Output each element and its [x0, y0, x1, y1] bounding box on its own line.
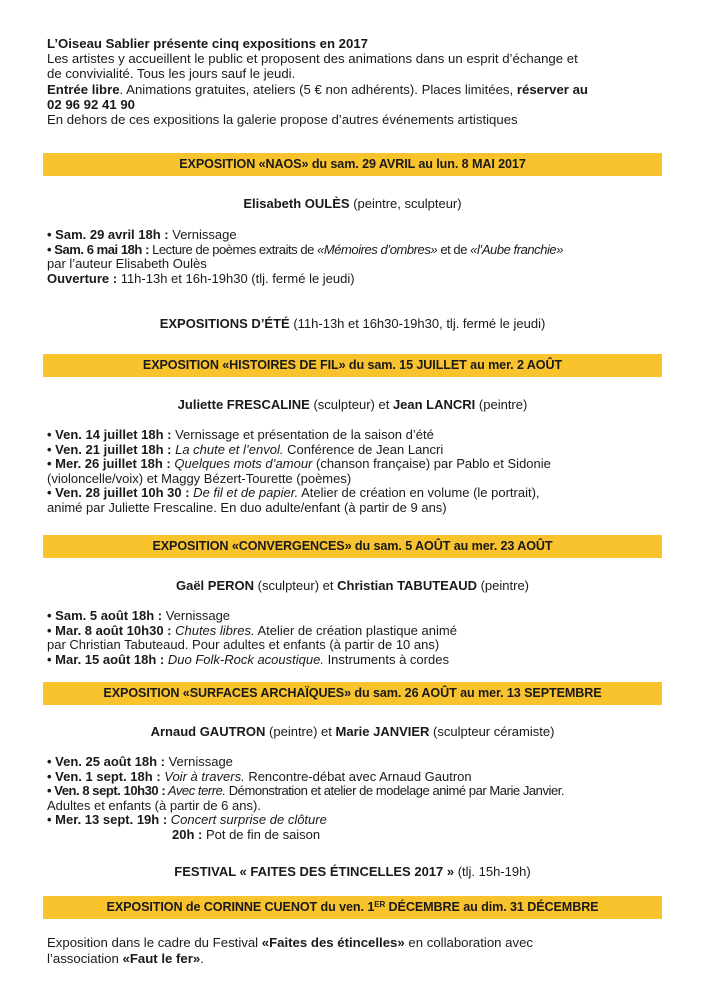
- artist-role: (peintre): [475, 397, 528, 412]
- surf-artists: [43, 724, 662, 739]
- naos-artists: [43, 196, 662, 211]
- event-text: Atelier de création en volume (le portrait),: [298, 485, 540, 501]
- intro-section: [47, 36, 677, 127]
- list-item-cont: [47, 472, 687, 487]
- event-text: (chanson française) par: [312, 456, 457, 472]
- footer-line: [47, 951, 677, 967]
- list-item: [47, 755, 687, 770]
- fil-events: [47, 428, 687, 516]
- event-title: Duo Folk-Rock acoustique.: [164, 651, 324, 667]
- entree-label: Entrée libre: [47, 81, 120, 97]
- event-text: par l’auteur: [47, 256, 116, 272]
- list-item-cont: Adultes et enfants (à partir de 6 ans).: [47, 797, 261, 813]
- event-name: Sidonie: [507, 456, 551, 472]
- conv-artists: [43, 578, 662, 593]
- event-date: • Mar. 8 août 10h30 :: [47, 622, 172, 638]
- event-date: • Ven. 1 sept. 18h :: [47, 768, 161, 784]
- event-text: .: [560, 783, 565, 799]
- artist-role: (sculpteur céramiste): [429, 724, 555, 739]
- artist-name: Christian TABUTEAUD: [337, 578, 477, 593]
- list-item-cont: [47, 638, 687, 653]
- artist-role: (peintre): [476, 578, 530, 593]
- list-item: [47, 443, 687, 458]
- list-item: [47, 428, 687, 443]
- artist-name: Marie JANVIER: [335, 724, 430, 739]
- intro-line: de convivialité. Tous les jours sauf le jeudi.: [47, 66, 296, 82]
- event-title: La chute et l’envol.: [171, 441, 284, 457]
- event-title: «l’Aube franchie»: [470, 241, 563, 257]
- event-text: . Pour adultes et enfants (à partir de 10 ans): [184, 637, 440, 653]
- footer-section: [47, 935, 677, 967]
- list-item: [47, 828, 687, 843]
- festival-name: «Faites des étincelles»: [261, 935, 405, 950]
- event-title: Quelques mots d’amour: [170, 456, 313, 472]
- event-text: par: [47, 637, 70, 653]
- ete-title: EXPOSITIONS D’ÉTÉ: [159, 316, 290, 331]
- list-item: [47, 457, 687, 472]
- event-text: Atelier de création plastique animé: [254, 622, 457, 638]
- event-name: Christian Tabuteaud: [69, 637, 185, 653]
- event-text: Pot de fin de saison: [202, 826, 321, 842]
- event-date: 20h :: [172, 826, 203, 842]
- event-text: Instruments à cordes: [323, 651, 449, 667]
- ete-heading: [43, 316, 662, 331]
- artist-name: Juliette FRESCALINE: [177, 397, 310, 412]
- event-date: • Sam. 5 août 18h :: [47, 608, 163, 623]
- event-text: Conférence de: [283, 441, 377, 457]
- event-title: De fil et de papier.: [189, 485, 299, 501]
- fil-artists: [43, 397, 662, 412]
- footer-text: en collaboration avec: [404, 935, 534, 950]
- event-date: • Sam. 6 mai 18h :: [47, 241, 149, 257]
- list-item: [47, 228, 687, 243]
- band-corinne-cuenot: [43, 896, 662, 919]
- intro-entree: [47, 82, 677, 97]
- artist-role: (peintre) et: [265, 724, 336, 739]
- artist-name: Elisabeth OULÈS: [243, 196, 350, 211]
- artist-name: Jean LANCRI: [392, 397, 476, 412]
- artist-role: (peintre, sculpteur): [349, 196, 462, 211]
- intro-line: En dehors de ces expositions la galerie propose d’autres événements artistiques: [47, 112, 518, 128]
- event-name: Juliette Frescaline: [108, 499, 214, 515]
- event-title: Avec terre.: [165, 783, 226, 799]
- event-text: et de: [437, 241, 471, 257]
- list-item: [47, 784, 687, 799]
- event-text: (poèmes): [292, 470, 352, 486]
- list-item: [47, 813, 687, 828]
- artist-name: Arnaud GAUTRON: [150, 724, 266, 739]
- event-text: Rencontre-débat avec: [244, 768, 380, 784]
- band-convergences: EXPOSITION «CONVERGENCES» du sam. 5 AOÛT au mer. 23 AOÛT: [43, 535, 662, 558]
- list-item-cont: [47, 501, 687, 516]
- surf-events: [47, 755, 687, 843]
- festival-title: FESTIVAL « FAITES DES ÉTINCELLES 2017 »: [174, 864, 455, 879]
- artist-role: (sculpteur) et: [254, 578, 338, 593]
- event-text: Vernissage et présentation de la saison d’été: [171, 427, 434, 442]
- artist-name: Gaël PERON: [175, 578, 255, 593]
- footer-text: .: [200, 951, 204, 966]
- event-date: • Sam. 29 avril 18h :: [47, 227, 169, 242]
- ouverture-text: 11h-13h et 16h-19h30 (tlj. fermé le jeudi): [117, 270, 355, 286]
- event-title: Voir à travers.: [160, 768, 245, 784]
- event-date: • Ven. 8 sept. 10h30 :: [47, 783, 166, 799]
- event-text: Vernissage: [164, 754, 233, 769]
- festival-hours: (tlj. 15h-19h): [454, 864, 531, 879]
- event-text: et: [489, 456, 508, 472]
- event-date: • Mer. 13 sept. 19h :: [47, 812, 168, 828]
- event-title: «Mémoires d’ombres»: [317, 241, 438, 257]
- phone-number: 02 96 92 41 90: [47, 96, 135, 112]
- event-text: Vernissage: [168, 227, 237, 242]
- footer-line: [47, 935, 677, 951]
- list-item: [47, 624, 687, 639]
- event-text: Lecture de poèmes extraits de: [148, 241, 318, 257]
- intro-line: Les artistes y accueillent le public et proposent des animations dans un esprit d’échange et: [47, 51, 578, 67]
- festival-heading: [43, 864, 662, 879]
- ouverture-label: Ouverture :: [47, 270, 118, 286]
- event-name: Maggy Bézert-Tourette: [161, 470, 293, 486]
- event-text: . En duo adulte/enfant (à partir de 9 ans): [213, 499, 447, 515]
- entree-text: . Animations gratuites, ateliers (5 € non adhérents). Places limitées,: [119, 81, 517, 97]
- band-text: EXPOSITION de CORINNE CUENOT du ven. 1: [106, 900, 375, 914]
- intro-title: L’Oiseau Sablier présente cinq expositions en 2017: [47, 36, 369, 51]
- list-item: [47, 653, 687, 668]
- event-text: Vernissage: [162, 608, 231, 623]
- band-text: DÉCEMBRE au dim. 31 DÉCEMBRE: [385, 900, 599, 914]
- artist-role: (sculpteur) et: [309, 397, 393, 412]
- list-item-cont: [47, 257, 687, 272]
- event-date: • Ven. 14 juillet 18h :: [47, 427, 172, 442]
- list-item: [47, 243, 687, 258]
- event-name: Pablo: [456, 456, 490, 472]
- list-item: [47, 272, 687, 287]
- association-name: «Faut le fer»: [122, 951, 201, 966]
- band-naos: EXPOSITION «NAOS» du sam. 29 AVRIL au lun. 8 MAI 2017: [43, 153, 662, 176]
- reserver-label: réserver au: [516, 81, 588, 97]
- band-surfaces-archaiques: EXPOSITION «SURFACES ARCHAÏQUES» du sam. 26 AOÛT au mer. 13 SEPTEMBRE: [43, 682, 662, 705]
- event-date: • Mer. 26 juillet 18h :: [47, 456, 171, 472]
- ete-hours: (11h-13h et 16h30-19h30, tlj. fermé le jeudi): [289, 316, 546, 331]
- band-histoires-de-fil: EXPOSITION «HISTOIRES DE FIL» du sam. 15 JUILLET au mer. 2 AOÛT: [43, 354, 662, 377]
- band-superscript: ER: [374, 900, 386, 909]
- event-text: animé par: [47, 499, 109, 515]
- event-name: Marie Janvier: [489, 783, 561, 799]
- list-item: [47, 770, 687, 785]
- event-date: • Ven. 25 août 18h :: [47, 754, 165, 769]
- event-title: Concert surprise de clôture: [167, 812, 327, 828]
- event-date: • Ven. 28 juillet 10h 30 :: [47, 485, 190, 501]
- footer-text: l’association: [47, 951, 123, 966]
- footer-text: Exposition dans le cadre du Festival: [47, 935, 262, 950]
- event-title: Chutes libres.: [171, 622, 255, 638]
- list-item: [47, 609, 687, 624]
- naos-events: [47, 228, 687, 286]
- event-text: (violoncelle/voix) et: [47, 470, 162, 486]
- event-date: • Mar. 15 août 18h :: [47, 651, 165, 667]
- list-item: [47, 486, 687, 501]
- event-date: • Ven. 21 juillet 18h :: [47, 441, 172, 457]
- event-text: Démonstration et atelier de modelage animé par: [225, 783, 490, 799]
- event-name: Arnaud Gautron: [379, 768, 472, 784]
- conv-events: [47, 609, 687, 667]
- event-name: Elisabeth Oulès: [115, 256, 207, 272]
- event-name: Jean Lancri: [376, 441, 444, 457]
